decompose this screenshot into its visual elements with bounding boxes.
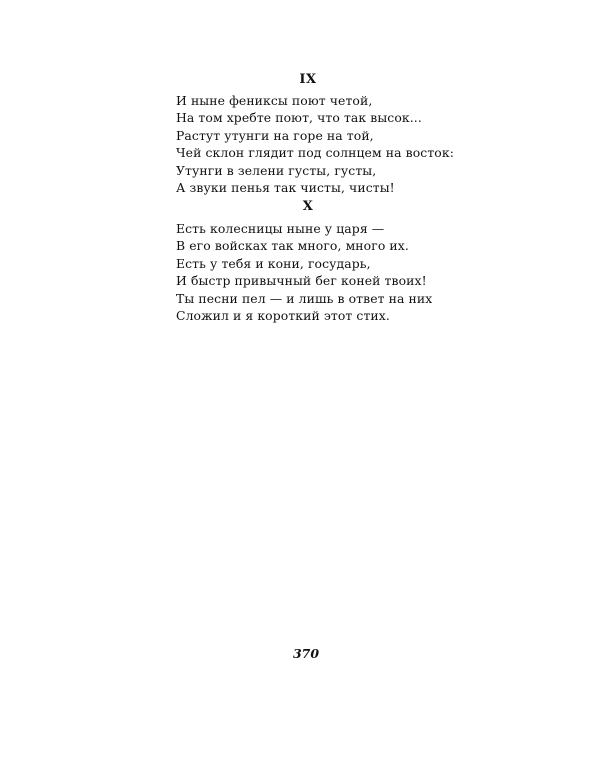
- poem-line: В его войсках так много, много их.: [176, 238, 409, 254]
- poem-line: Есть колесницы ныне у царя —: [176, 221, 385, 236]
- poem-line: И быстр привычный бег коней твоих!: [176, 273, 427, 289]
- poem-line: И ныне фениксы поют четой,: [176, 93, 373, 108]
- poem-line: Сложил и я короткий этот стих.: [176, 308, 390, 324]
- section-title-x: X: [302, 199, 314, 214]
- poem-line: Ты песни пел — и лишь в ответ на них: [176, 290, 433, 306]
- poem-line: А звуки пенья так чисты, чисты!: [176, 180, 395, 196]
- page-number: 370: [292, 646, 320, 661]
- poem-line: Растут утунги на горе на той,: [176, 127, 374, 143]
- section-title-ix: IX: [299, 72, 317, 87]
- poem-line: Чей склон глядит под солнцем на восток:: [176, 145, 454, 161]
- poem-line: Есть у тебя и кони, государь,: [176, 255, 371, 271]
- poem-line: Утунги в зелени густы, густы,: [176, 162, 377, 178]
- stanza-x: [176, 220, 476, 324]
- poem-line: На том хребте поют, что так высок...: [176, 110, 422, 126]
- stanza-ix: [176, 92, 476, 196]
